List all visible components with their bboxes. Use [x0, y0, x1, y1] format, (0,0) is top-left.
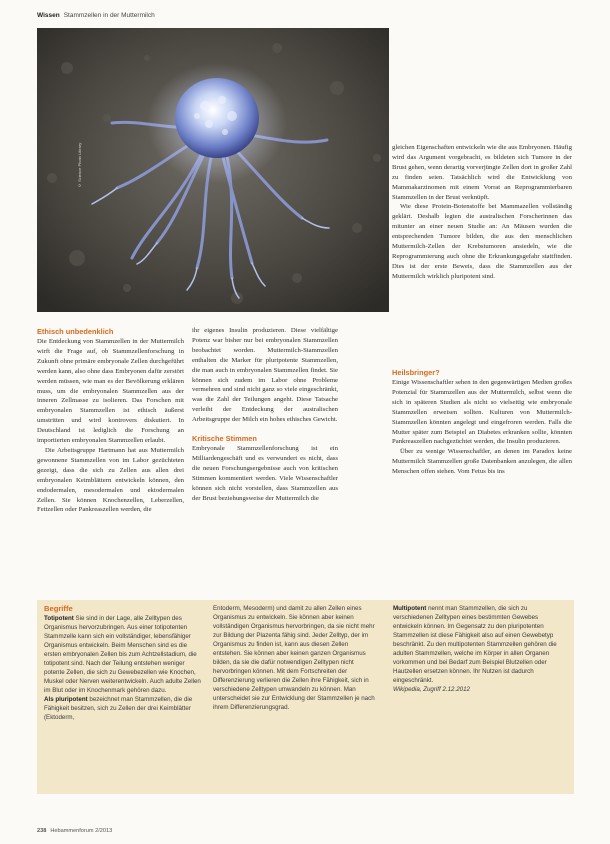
definition: bezeichnet man Stammzellen, die die Fähigkeit besitzen, sich zu Zellen der drei Keimblätter (Ektoderm, [44, 696, 193, 721]
running-head [37, 9, 417, 23]
subhead-heilsbringer: Heilsbringer? [392, 368, 440, 377]
definition: Sie sind in der Lage, alle Zelltypen des Organismus hervorzubringen. Aus einer totipotenten Stammzelle kann sich ein vollständiger, lebensfähiger Organismus entwickeln. Beim Menschen sind es die ersten embryonalen Zellen bis zum Achtzellstadium, die totipotent sind. Nach der Teilung entstehen weniger potente Zellen, die sich zu Gewebezellen wie Knochen, Muskel oder Nerven weiterentwickeln. Auch adulte Zellen im Blut oder im Knochenmark gehören dazu. [44, 615, 201, 694]
definition: Entoderm, Mesoderm) und damit zu allen Zellen eines Organismus zu entwickeln. Sie können aber keinen vollständigen Organismus hervorbringen, da sie nicht mehr zur Bildung der Plazenta fähig sind. Jeder Zelltyp, der im Organismus zu finden ist, kann aus diesen Zellen entstehen. Sie können aber keinen ganzen Organismus bilden, da sie die dafür notwendigen Zelltypen nicht hervorbringen können. Mit dem Fortschreiten der Differenzierung verlieren die Zellen ihre Fähigkeit, sich in verschiedene Zelltypen umwandeln zu können. Man unterscheidet sie zur Entwicklung der Stammzellen je nach ihrem Differenzierungsgrad. [213, 605, 375, 711]
glossary-column-2 [213, 604, 375, 788]
paragraph: Einige Wissenschaftler sehen in den gegenwärtigen Medien großes Potenzial für Stammzellen aus der Muttermilch, selbst wenn die sich in späteren Studien als nicht so vielseitig wie embryonale Stammzellen erweisen sollten. Kulturen von Muttermilch-Stammzellen könnten angelegt und eingefroren werden. Falls die Mutter später zum Beispiel an Diabetes erkranken sollte, könnten Pankreaszellen nachgezüchtet werden, die Insulin produzieren. [392, 379, 572, 446]
paragraph: Die Entdeckung von Stammzellen in der Muttermilch wirft die Frage auf, ob Stammzellenforschung in Zukunft ohne primäre embryonale Zellen durchgeführt werden kann, also ohne dass Embryonen dafür zerstört werden müssen, wie man es der Bevölkerung erklären muss, um die embryonalen Stammzellen aus der inneren Zellmasse zu isolieren. Das Forschen mit embryonalen Stammzellen ist ethisch äußerst umstritten und wird kontrovers diskutiert. In Deutschland ist lediglich die Forschung an importierten embryonalen Stammzellen erlaubt. [37, 338, 184, 445]
column-3 [392, 367, 572, 598]
paragraph: Embryonale Stammzellenforschung ist ein Milliardengeschäft und es verwundert es nicht, dass die neuen Forschungsergebnisse auch von kritischen Stimmen kommentiert werden. Viele Wissenschaftler können sich nicht vorstellen, dass Stammzellen aus der Brust beziehungsweise der Muttermilch die [192, 445, 338, 502]
page-number: 238 [37, 828, 47, 834]
term-pluripotent: Als pluripotent [44, 696, 88, 703]
paragraph: Wie diese Protein-Botenstoffe bei Mammazellen vollständig geklärt. Deshalb legten die australischen Forscherinnen das mitunter an einer neuen Studie an: An Mäusen wurden die entsprechenden Tumore bilden, die aus den menschlichen Muttermilch-Zellen der Krebstumoren ansiedeln, wie die Reprogrammierung auch ohne die Erkrankungsgefahr stattfinden. Dies ist der erste Beweis, dass die Stammzellen aus der Muttermilch wirklich pluripotent sind. [392, 203, 572, 280]
photo-credit: © Science Photo Library [77, 142, 82, 188]
paragraph: ihr eigenes Insulin produzieren. Diese vielfältige Potenz war bisher nur bei embryonalen Stammzellen beobachtet worden. Muttermilch-Stammzellen enthalten die Marker für pluripotente Stammzellen, die man auch in embryonalen Stammzellen findet. Sie können sich zudem im Labor ohne Probleme vermehren und sind nicht ganz so viele eingeschränkt, was die Zahl der Teilungen angeht. Diese Tatsache verleiht der Entdeckung der australischen Arbeitsgruppe der Milch ein hohes ethisches Gewicht. [192, 327, 338, 424]
stem-cell-photo [37, 28, 389, 312]
glossary-title: Begriffe [44, 604, 73, 613]
column-1 [37, 326, 184, 598]
subhead-ethisch-unbedenklich: Ethisch unbedenklich [37, 327, 114, 336]
glossary-column-3 [393, 604, 565, 788]
subhead-kritische-stimmen: Kritische Stimmen [192, 434, 257, 444]
paragraph: Über zu wenige Wissenschaftler, an denen im Paradox keine Muttermilch Stammzellen große Datenbanken anzulegen, die allen Menschen offen stehen. Vom Fetus bis ins [392, 448, 572, 476]
page-footer [37, 826, 237, 836]
topic-label: Stammzellen in der Muttermilch [63, 12, 155, 19]
term-multipotent: Multipotent [393, 605, 427, 612]
section-label: Wissen [37, 12, 60, 19]
paragraph: gleichen Eigenschaften entwickeln wie die aus Embryonen. Häufig wird das Argument vorgebracht, es bildeten sich Tumore in der Brust gehen, wenn derartig vorverjüngte Zellen dort in großer Zahl zu finden seien. Tatsächlich wird die Entwicklung von Mammakarzinomen mit einem Vorrat an Reprogrammierbaren Stammzellen in der Brust verknüpft. [392, 144, 572, 201]
column-3-top [392, 143, 572, 341]
definition: nennt man Stammzellen, die sich zu verschiedenen Zelltypen eines bestimmten Gewebes entwickeln können. Im Gegensatz zu den pluripotenten Stammzellen ist diese Fähigkeit also auf einen Gewebetyp beschränkt. Zu den multipotenten Stammzellen gehören die adulten Stammzellen, welche im Körper in allen Organen vorkommen und bei Bedarf zum Beispiel Blutzellen oder Hautzellen ersetzen können. Ihr Nutzen ist dadurch eingeschränkt. [393, 605, 557, 684]
glossary-box [37, 600, 574, 794]
column-2 [192, 326, 338, 598]
citation: Wikipedia, Zugriff 2.12.2012 [393, 686, 470, 693]
publication-name: Hebammenforum 2/2013 [50, 828, 113, 834]
glossary-column-1 [44, 614, 204, 788]
stem-cell-illustration [37, 28, 389, 312]
term-totipotent: Totipotent [44, 615, 74, 622]
paragraph: Die Arbeitsgruppe Hartmann hat aus Muttermilch gewonnene Stammzellen von im Labor gezüchteten gezeigt, dass die sich zu Zellen aus allen drei embryonalen Keimblättern entwickeln können, den endodermalen, mesodermalen und ektodermalen Zellen. Sie können Knochenzellen, Leberzellen, Fettzellen oder Pankreaszellen werden, die [37, 446, 184, 514]
